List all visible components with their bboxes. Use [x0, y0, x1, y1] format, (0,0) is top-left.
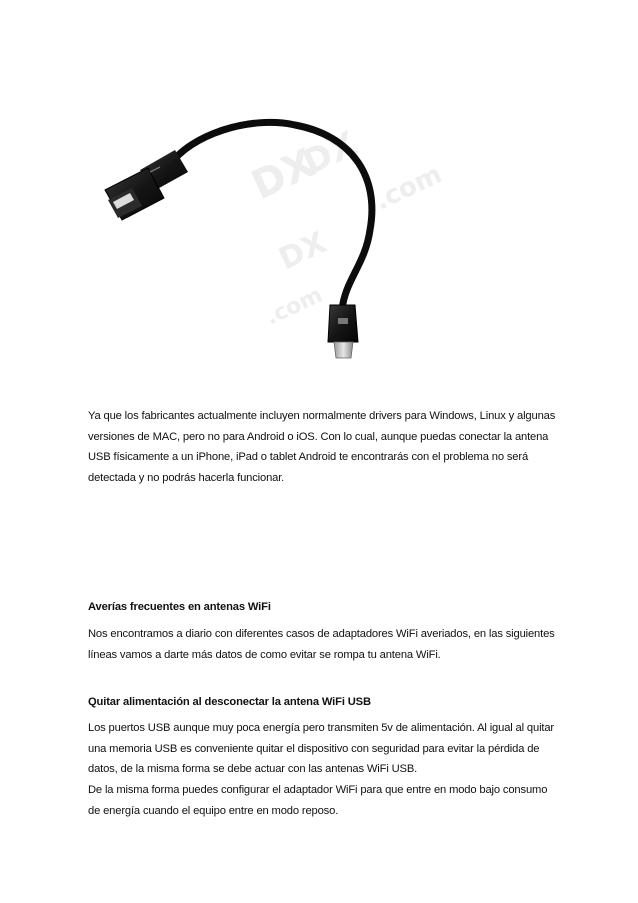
micro-usb-connector — [328, 305, 358, 358]
section-body-averias: Nos encontramos a diario con diferentes casos de adaptadores WiFi averiados, en las siguientes líneas vamos a darte más datos de como evitar se rompa tu antena WiFi. — [88, 628, 555, 661]
svg-text:.com: .com — [261, 282, 327, 331]
svg-text:.com: .com — [370, 159, 447, 217]
section-body-quitar-alimentacion: Los puertos USB aunque muy poca energía pero transmiten 5v de alimentación. Al igual al quitar una memoria USB es conveniente quitar el dispositivo con seguridad para evitar la pérdida de datos, de la misma forma se debe actuar con las antenas WiFi USB. — [88, 722, 555, 775]
section-heading-quitar-alimentacion: Quitar alimentación al desconectar la antena WiFi USB — [88, 696, 371, 708]
section-heading-averias: Averías frecuentes en antenas WiFi — [88, 601, 271, 613]
svg-text:DX: DX — [244, 140, 323, 210]
usb-otg-cable-photo — [80, 80, 540, 380]
usb-a-female-connector — [105, 150, 188, 220]
intro-paragraph: Ya que los fabricantes actualmente incluyen normalmente drivers para Windows, Linux y algunas versiones de MAC, pero no para Android o iOS. Con lo cual, aunque puedas conectar la antena USB físicamente a un iPhone, iPad o tablet Android te encontrarás con el problema no será detectada y no podrás hacerla funcionar. — [88, 410, 556, 484]
svg-text:DX: DX — [296, 123, 364, 184]
usb-otg-cable-image — [80, 80, 540, 380]
svg-text:DX: DX — [273, 225, 332, 278]
section-body-modo-bajo-consumo: De la misma forma puedes configurar el adaptador WiFi para que entre en modo bajo consumo de energía cuando el equipo entre en modo reposo. — [88, 784, 548, 817]
